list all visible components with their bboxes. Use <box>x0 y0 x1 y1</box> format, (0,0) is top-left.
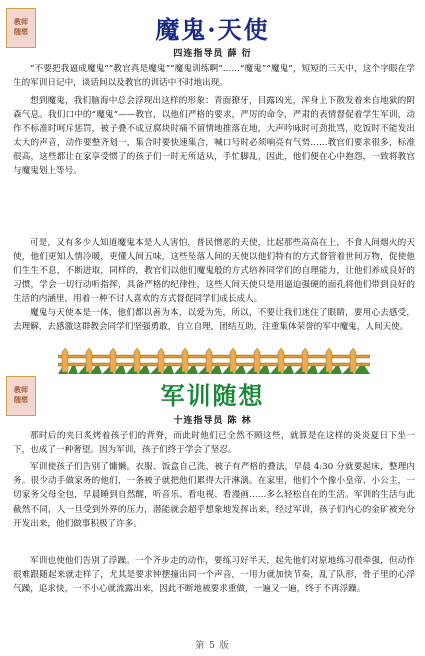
article-1-byline: 四连指导员 薛 衍 <box>173 49 252 59</box>
article-2-title: 军训随想 <box>160 381 265 410</box>
article-1-title: 魔鬼·天使 <box>155 15 270 44</box>
fence-rails <box>58 355 370 366</box>
article-2-paragraph-1: 那时后的夹日炙烤着孩子们的背脊，而此时他们已全然不顾这些，就算是在这样的炎炎夏日下坐一下，也成了一种奢望。因为军训，孩子们终于学会了坚忍。 <box>13 431 415 456</box>
article-2-paragraph-3: 军训也使他们告别了浮躁。一个齐步走的动作，要练习好半天，起先他们对原地练习很牵强，但动作很难跟随起来就走样了，尤其是要求钟摆撞出同一个声音，一用力就加快节奏，乱了队形，骨子里的心浮气躁，追求快，一不小心就流露出来，因此不断地被要求重做，一遍又一遍，终于不再浮躁。 <box>13 556 415 595</box>
article-1-paragraph-4: 魔鬼与天使本是一体，他们都以善为本，以爱为先，所以，不要让我们迷住了眼睛，要用心去感受，去理解，去感激这群教会同学们坚强勇敢，自立自理，团结互助，注重集体荣誉的军中魔鬼，人间天使。 <box>13 308 415 332</box>
badge-line-1: 教师 <box>14 17 28 26</box>
article-2-paragraph-2: 军训使孩子们告别了慵懒。衣服、饭盒自己洗，被子有严格的叠法，早晨 4:30 分就要起床，整理内务。很少动手做家务的他们，一条被子就把他们累得大汗淋漓。在家里，他们个个像小皇帝、小公主，一切家务父母全包，早晨睡到自然醒，听音乐、看电视、看漫画……多么轻松自在的生活。军训的生活与此截然不同，人一旦受到外界的压力，潜能就会超乎想象地发挥出来，经过军训，孩子们内心的金矿被充分开发出来，他们做事积极了许多。 <box>13 462 415 529</box>
article-1-paragraph-1: “不要把我逼成魔鬼”“教官真是魔鬼”“魔鬼训练啊”……“魔鬼”“魔鬼”，短短的三天中，这个字眼在学生的军训日记中，谈话间以及教官的训话中不时地出现。 <box>13 64 415 88</box>
article-1-paragraph-2: 想到魔鬼，我们脑海中总会浮现出这样的形象：青面獠牙，目露凶光，浑身上下散发着来自地狱的阴森气息。我们口中的“魔鬼”——教官，以他们严格的要求，严厉的命令，严肃的表情督促着学生军训，动作不标准时呵斥惩罚，被子叠不成豆腐块时痛不留情地推落在地，大声吟咏时可劲批骂，吃饭时不能发出太大的声音，动作要整齐划一，集合时要快速集合，喊口号时必须响亮有气势……教官们要求很多，标准很高，这些都让在家享受惯了的孩子们一时无所适从，手忙脚乱，因此，他们便在心中抱怨，一致将教官与魔鬼划上等号。 <box>13 96 415 176</box>
page-number: 第 5 版 <box>195 641 230 651</box>
badge-2-line-1: 教师 <box>14 385 28 394</box>
fence-divider <box>58 346 370 374</box>
article-2-byline: 十连指导员 陈 林 <box>173 416 252 426</box>
badge-line-2: 随想 <box>14 27 28 36</box>
article-1-paragraph-3: 可是，又有多少人知道魔鬼本是人人害怕，普民憎恶的天使，比起那些高高在上，不食人间烟火的天使，他们更知人情冷暖，更懂人间五味，这些坠落人间的天使以他们特有的方式督管着世间万物，促使他们生生不息，不断进取，同样的，教官们以他们魔鬼般的方式培养同学们的自理能力，让他们养成良好的习惯，学会一切行动听指挥，具备严格的纪律性，这些人间天使只是用逼迫强硬的面孔将他们带到良好的生活的内涵里，用着一种不讨人喜欢的方式督促同学们成长成人。 <box>13 238 415 304</box>
badge-2-line-2: 随想 <box>14 395 28 404</box>
